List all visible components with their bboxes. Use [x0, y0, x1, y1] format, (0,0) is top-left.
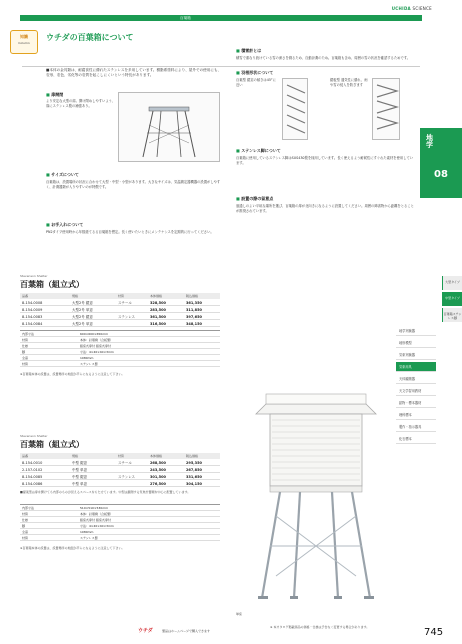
louver-b-icon [373, 79, 401, 141]
badge-title: 知識 [20, 34, 28, 39]
nav-item-0[interactable]: 地学実験器 [396, 326, 436, 336]
section-louver-title: ■ 羽根形状について [236, 70, 273, 75]
nav-item-7[interactable]: 理科標本 [396, 410, 436, 420]
section-door-text: より安定な大型の扉。開け閉めしやすいよう、扉にステンレス製の補強あり。 [46, 99, 116, 108]
product2-header: Stevenson Shelter [20, 434, 48, 438]
category-band [20, 15, 422, 21]
intro-divider [22, 31, 420, 67]
section-size-title: ■ サイズについて [46, 172, 79, 177]
product1-spec-table: 内部寸法 600×600×650mm 材質 本体：針葉樹（合板製） 仕様 鎧窓式扉付 鎧窓式扉付 脚 寸法：4×40×40×3mm 全高 1080mm 材質 ステンレス製 [20, 330, 220, 368]
col-material: 材質 [118, 294, 125, 298]
category-label: 百葉箱 [180, 15, 191, 20]
brand-label: UCHIDA SCIENCE [391, 6, 432, 11]
nav-item-8[interactable]: 製作・指示器具 [396, 422, 436, 432]
footer-sub: 製品はホームページで購入できます [162, 629, 210, 633]
section-care-text: PN2タイプ使用時から年数経てるる百葉箱を想定。長く使いたいときにメンテナンスを定期的に行ってください。 [46, 230, 214, 234]
product-row: 8-154-0084 大型2号 単窓 316,500 348,150 [20, 320, 220, 327]
product-row: 8-154-0086 中型 単窓 276,500 304,150 [20, 480, 220, 487]
chapter-tab [420, 128, 462, 198]
product-row: 8-154-0085 中型 鎧窓 ステンレス 301,500 331,650 [20, 473, 220, 480]
product2-note: ※百葉箱本体の設置は、設置場所の地面が平らになるように注意して下さい。 [20, 546, 125, 550]
footer-note: ※ 本カタログ掲載商品の価格・仕様は予告なく変更する場合があります。 [270, 625, 370, 629]
badge-subtitle: Column [18, 41, 30, 46]
product1-header: Stevenson Shelter [20, 274, 48, 278]
chapter-label: 地学 [425, 134, 434, 148]
nav-item-2[interactable]: 気象実験器 [396, 350, 436, 360]
product2-lead: ■提案型は扉を開けても内部のものが見えるスペースをもたせています。中型は観測する気象計器類を中心に配置しています。 [20, 490, 191, 494]
product2-name: 百葉箱（組立式） [20, 440, 84, 449]
nav-item-4[interactable]: 天体観測器 [396, 374, 436, 384]
stand-figure [118, 92, 220, 162]
section-install-text: 風通しのよい平坦な場所を選び、百葉箱の扉が北向きになるように設置してください。周囲の障害物から距離をとることが推奨されています。 [236, 204, 414, 213]
page-number: 745 [424, 627, 444, 638]
louver-a-figure [282, 78, 308, 140]
nav-item-9[interactable]: 化石標本 [396, 434, 436, 444]
side-tab-medium[interactable]: 中型タイプ [442, 292, 462, 306]
intro-lead: ■本体の金具類は、耐腐食性に優れたステンレスを多用しています。樹脂系塗料により、屋外での使用にも、変形、変色、劣化等の変質を起こしにくいという特長があります。 [46, 68, 222, 77]
side-tab-large[interactable]: 大型タイプ [442, 276, 462, 290]
louver-a-text: 百葉型 鎧窓の傾きは45°に近い [236, 78, 276, 87]
section-snow-text: 積雪で重なり続けている雪の深さを測るため、自動計測のため。百葉箱も含め、周囲の雪の状況を確認するためです。 [236, 56, 411, 60]
shelter-photo [236, 376, 396, 608]
louver-b-figure [372, 78, 400, 140]
nav-item-6[interactable]: 鉱物・標本器材 [396, 398, 436, 408]
col-price: 本体価格 [150, 294, 163, 298]
nav-item-1[interactable]: 地形模型 [396, 338, 436, 348]
product-row: 8-154-0008 大型2号 鎧窓 スチール 328,500 361,350 [20, 299, 220, 306]
page-footer [0, 620, 462, 644]
section-legs-title: ■ ステンレス脚について [236, 148, 281, 153]
chapter-number: 08 [434, 169, 448, 180]
page-title: ウチダの百葉箱について [46, 33, 134, 42]
section-install-title: ■ 設置の際の留意点 [236, 196, 273, 201]
col-price-tax: 税込価格 [186, 294, 199, 298]
product-row: 8-154-0083 大型2号 鎧窓 ステンレス 361,500 397,650 [20, 313, 220, 320]
section-snow-title: ■ 積雪計とは [236, 48, 261, 53]
side-tab-legs[interactable]: 百葉箱ステンレス脚 [442, 308, 462, 322]
section-legs-text: 百葉箱に使用しているステンレス脚はSUS430製を採用しています。長く使えるよう耐候性にすぐれた素材を使用しています。 [236, 156, 414, 165]
product2-spec-table: 内部寸法 510×510×530mm 材質 本体：針葉樹（合板製） 仕様 鎧窓式扉付 鎧窓式扉付 脚 寸法：4×40×40×3mm 全高 1080mm 材質 ステンレス製 [20, 504, 220, 542]
col-code: 品番 [22, 294, 29, 298]
nav-item-5[interactable]: 天文学習用教材 [396, 386, 436, 396]
louver-b-text: 鎧板型 通気性に優れ、雨や雪の侵入を防ぎます [330, 78, 368, 87]
uchida-logo: ウチダ [138, 628, 153, 634]
col-size: 規格 [72, 294, 79, 298]
section-door-title: ■ 扉開閉 [46, 92, 63, 97]
section-care-title: ■ お手入れについて [46, 222, 83, 227]
louver-a-icon [283, 79, 309, 141]
product-row: 2-157-0102 中型 単窓 243,500 267,850 [20, 466, 220, 473]
product1-name: 百葉箱（組立式） [20, 280, 84, 289]
section-size-text: 百葉箱は、設置場所の状況に合わせて大型・中型・小型があります。大きなサイズは、気温測定器機器の設置がしやすく、計測器類が入りやすいのが特徴です。 [46, 180, 221, 189]
product-row: 8-154-0009 大型2号 単窓 283,500 311,850 [20, 306, 220, 313]
top-bar [0, 0, 462, 14]
photo-caption: 単窓 [236, 612, 243, 616]
product1-note: ※百葉箱本体の設置は、設置場所の地面が平らになるように注意して下さい。 [20, 372, 125, 376]
product-row: 8-154-0010 中型 鎧窓 スチール 268,500 295,350 [20, 459, 220, 466]
stevenson-shelter-icon [236, 376, 396, 608]
stand-diagram-icon [119, 93, 221, 163]
nav-item-3[interactable]: 気象用具 [396, 362, 436, 372]
product2-price-head: 品番 規格 材質 本体価格 税込価格 [20, 453, 220, 459]
